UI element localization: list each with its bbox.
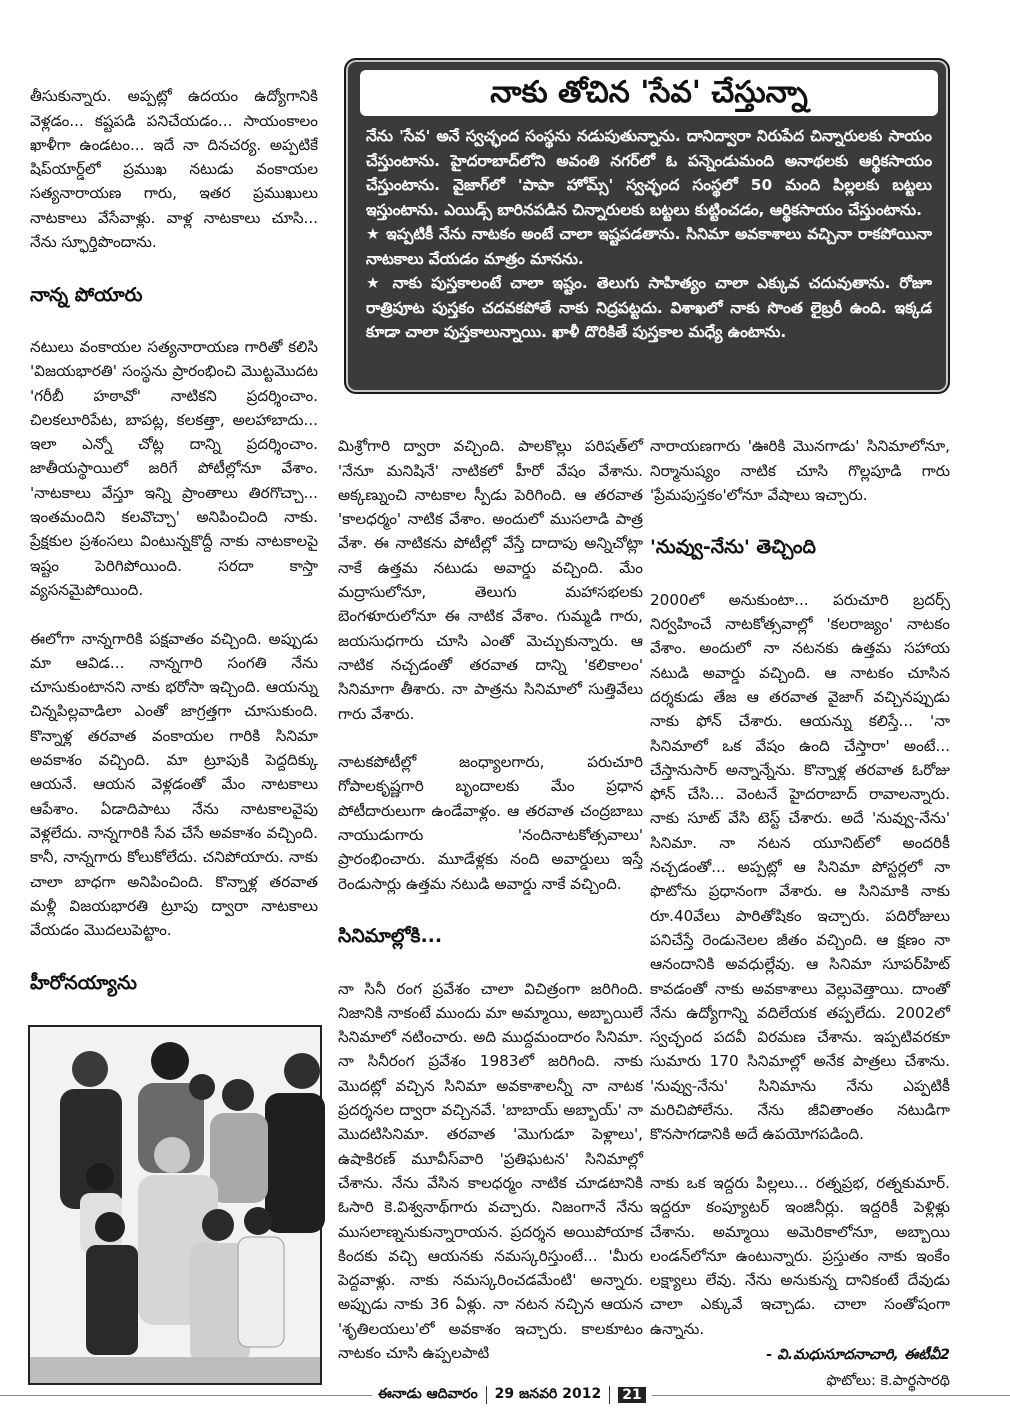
box-paragraph: ★ ఇప్పటికీ నేను నాటకం అంటే చాలా ఇష్టపడతాను. సినిమా అవకాశాలు వచ్చినా రాకపోయినా నాటకాలు వేయడం మాత్రం మానను. — [366, 225, 932, 268]
author-credit: - వి.మధుసూదనాచారి, ఈటీవీ2 — [766, 1347, 950, 1363]
section-heading: 'నువ్వు-నేను' తెచ్చింది — [650, 536, 816, 559]
article-column-1 — [30, 60, 318, 1010]
divider — [609, 1386, 610, 1404]
issue-date: 29 జనవరి 2012 — [494, 1385, 602, 1402]
page-footer — [372, 1384, 652, 1406]
box-body — [366, 124, 932, 390]
seva-sidebar-box — [344, 58, 950, 394]
paragraph: నటులు వంకాయల సత్యనారాయణ గారితో కలిసి 'విజయభారతి' సంస్థను ప్రారంభించి మొట్టమొదట 'గరీబీ హఠావో' నాటికని ప్రదర్శించాం. చిలకలూరిపేట, బాపట్ల, కలకత్తా, అలహాబాదు... ఇలా ఎన్నో చోట్ల దాన్ని ప్రదర్శించాం. జాతీయస్థాయిలో జరిగే పోటీల్లోనూ వేశాం. 'నాటకాలు వేస్తూ ఇన్ని ప్రాంతాలు తిరగొచ్చా... ఇంతమందిని కలవొచ్చా' అనిపించింది నాకు. ప్రేక్షకుల ప్రశంసలు వింటున్నకొద్దీ నాకు నాటకాలపై ఇష్టం పెరిగిపోయింది. సరదా కాస్తా వ్యసనమైపోయింది. — [30, 337, 318, 599]
page-number: 21 — [618, 1387, 645, 1403]
paragraph: మిశ్రోగారి ద్వారా వచ్చింది. పాలకొల్లు పరిషత్‌లో 'నేనూ మనిషినే' నాటికలో హీరో వేషం వేశాను. అక్కణ్నుంచి నాటకాల స్పీడు పెరిగింది. ఆ తరవాత 'కాలధర్మం' నాటిక వేశాం. అందులో ముసలాడి పాత్ర వేశా. ఈ నాటికను పోటీల్లో వేస్తే దాదాపు అన్నిచోట్లా నాకే ఉత్తమ నటుడు అవార్డు వచ్చింది. మేం మద్రాసులోనూ, తెలుగు మహాసభలకు బెంగళూరులోనూ ఈ నాటిక వేశాం. గుమ్మడి గారు, జయసుధగారు చూసి ఎంతో మెచ్చుకున్నారు. ఆ నాటిక నచ్చడంతో తరవాత దాన్ని 'కలికాలం' సినిమాగా తీశారు. నా పాత్రను సినిమాలో సుత్తివేలు గారు వేశారు. — [338, 437, 643, 723]
family-photo — [28, 1025, 322, 1385]
paragraph: నాకు ఒక ఇద్దరు పిల్లలు... రత్నప్రభ, రత్నకుమార్. ఇద్దరూ కంప్యూటర్ ఇంజినీర్లు. ఇద్దరికీ పెళ్లిళ్లు చేశాను. అమ్మాయి అమెరికాలోనూ, అబ్బాయి లండన్‌లోనూ ఉంటున్నారు. ప్రస్తుతం నాకు ఇంకేం లక్ష్యాలు లేవు. నేను అనుకున్న దానికంటే దేవుడు చాలా ఎక్కువే ఇచ్చాడు. చాలా సంతోషంగా ఉన్నాను. — [650, 1173, 950, 1338]
family-photo-icon — [30, 1027, 320, 1383]
paragraph: నాటకపోటీల్లో జంధ్యాలగారు, పరుచూరి గోపాలకృష్ణగారి బృందాలకు మేం ప్రధాన పోటీదారులుగా ఉండేవాళ్లం. ఆ తరవాత చంద్రబాబు నాయుడుగారు 'నందినాటకోత్సవాలు' ప్రారంభించారు. మూడేళ్లకు నంది అవార్డులు ఇస్తే రెండుసార్లు ఉత్తమ నటుడి అవార్డు నాకే వచ్చింది. — [338, 753, 643, 893]
paragraph: 2000లో అనుకుంటా... పరుచూరి బ్రదర్స్ నిర్వహించే నాటకోత్సవాల్లో 'కలరాజ్యం' నాటకం వేశాం. అందులో నా నటనకు ఉత్తమ సహాయ నటుడి అవార్డు వచ్చింది. ఆ నాటకం చూసిన దర్శకుడు తేజ ఆ తరవాత వైజాగ్ వచ్చినప్పుడు నాకు ఫోన్ చేశారు. ఆయన్ను కలిస్తే... 'నా సినిమాలో ఒక వేషం ఉంది చేస్తారా' అంటే... చేస్తానుసార్ అన్నాన్నేను. కొన్నాళ్ల తరవాత ఓరోజు ఫోన్ చేసి... వెంటనే హైదరాబాద్ రావాలన్నారు. నాకు సూట్ వేసి టెస్ట్ చేశారు. అదే 'నువ్వు-నేను' సినిమా. నా నటన యూనిట్‌లో అందరికీ నచ్చడంతో... అప్పట్లో ఆ సినిమా పోస్టర్లలో నా ఫొటోను ప్రధానంగా వేశారు. ఆ సినిమాకి నాకు రూ.40వేలు పారితోషికం ఇచ్చారు. పదిరోజులు పనిచేస్తే రెండునెలల జీతం వచ్చింది. ఆ క్షణం నా ఆనందానికి అవధుల్లేవు. ఆ సినిమా సూపర్‌హిట్ కావడంతో నాకు అవకాశాలు వెల్లువెత్తాయి. దాంతో నేను ఉద్యోగాన్ని వదిలేయక తప్పలేదు. 2002లో స్వచ్ఛంద పదవీ విరమణ చేశాను. ఇప్పటివరకూ సుమారు 170 సినిమాల్లో అనేక పాత్రలు చేశాను. 'నువ్వు-నేను' సినిమాను నేను ఎప్పటికీ మరిచిపోలేను. నేను జీవితాంతం నటుడిగా కొనసాగడానికి అదే ఉపయోగపడింది. — [650, 590, 950, 1144]
box-paragraph: నేను 'సేవ' అనే స్వచ్ఛంద సంస్థను నడుపుతున్నాను. దానిద్వారా నిరుపేద చిన్నారులకు సాయం చేస్తుంటాను. హైదరాబాద్‌లోని అవంతి నగర్‌లో ఓ పన్నెండుమంది అనాథలకు ఆర్థికసాయం చేస్తుంటాను. వైజాగ్‌లో 'పాపా హోమ్స్' స్వచ్ఛంద సంస్థలో 50 మంది పిల్లలకు బట్టలు ఇస్తుంటాను. ఎయిడ్స్ బారినపడిన చిన్నారులకు బట్టలు కుట్టించడం, ఆర్థికసాయం చేస్తుంటాను. — [366, 127, 932, 219]
paragraph: తీసుకున్నారు. అప్పట్లో ఉదయం ఉద్యోగానికి వెళ్లడం... కష్టపడి పనిచేయడం... సాయంకాలం ఖాళీగా ఉండటం... ఇదే నా దినచర్య. అప్పటికే షిప్‌యార్డ్‌లో ప్రముఖ నటుడు వంకాయల సత్యనారాయణ గారు, ఇతర ప్రముఖులు నాటకాలు వేసేవాళ్లు. వాళ్ల నాటకాలు చూసి... నేను స్ఫూర్తిపొందాను. — [30, 87, 318, 252]
section-heading: హీరోనయ్యాను — [30, 971, 137, 994]
publication-name: ఈనాడు ఆదివారం — [378, 1385, 478, 1402]
section-heading: సినిమాల్లోకి... — [338, 925, 443, 948]
box-paragraph: ★ నాకు పుస్తకాలంటే చాలా ఇష్టం. తెలుగు సాహిత్యం చాలా ఎక్కువ చదువుతాను. రోజూ రాత్రిపూట పుస్తకం చదవకపోతే నాకు నిద్రపట్టదు. విశాఖలో నాకు సొంత లైబ్రరీ ఉంది. ఇక్కడ కూడా చాలా పుస్తకాలున్నాయి. ఖాళీ దొరికితే పుస్తకాల మధ్యే ఉంటాను. — [366, 274, 932, 341]
paragraph: నా సినీ రంగ ప్రవేశం చాలా విచిత్రంగా జరిగింది. నిజానికి నాకంటే ముందు మా అమ్మాయి, అబ్బాయిలే సినిమాలో నటించారు. అది ముద్దమందారం సినిమా. నా సినీరంగ ప్రవేశం 1983లో జరిగింది. నాకు మొదట్లో వచ్చిన సినిమా అవకాశాలన్నీ నా నాటక ప్రదర్శనల ద్వారా వచ్చినవే. 'బాబాయ్ అబ్బాయ్' నా మొదటిసినిమా. తరవాత 'మొగుడూ పెళ్లాలు', ఉషాకిరణ్ మూవీస్‌వారి 'ప్రతిఘటన' సినిమాల్లో చేశాను. నేను వేసిన కాలధర్మం నాటిక చూడటానికి ఓసారి కె.విశ్వనాథ్‌గారు వచ్చారు. నిజంగానే నేను ముసలాణ్ననుకున్నారాయన. ప్రదర్శన అయిపోయాక కిందకు వచ్చి ఆయనకు నమస్కరిస్తుంటే... 'మీరు పెద్దవాళ్లు. నాకు నమస్కరించడమేంటి' అన్నారు. అప్పుడు నాకు 36 ఏళ్లు. నా నటన నచ్చిన ఆయన 'శృతిలయలు'లో అవకాశం ఇచ్చారు. కాలకూటం నాటకం చూసి ఉప్పలపాటి — [338, 979, 643, 1362]
photo-credit: ఫొటోలు: కె.పార్థసారథి — [826, 1373, 950, 1389]
article-column-2 — [338, 410, 643, 1390]
article-column-3 — [650, 410, 950, 1390]
divider — [486, 1386, 487, 1404]
paragraph: నారాయణగారు 'ఊరికి మొనగాడు' సినిమాలోనూ, నిర్మానుష్యం నాటిక చూసి గొల్లపూడి గారు 'ప్రేమపుస్తకం'లోనూ వేషాలు ఇచ్చారు. — [650, 437, 950, 504]
section-heading: నాన్న పోయారు — [30, 283, 143, 306]
box-title: నాకు తోచిన 'సేవ' చేస్తున్నా — [360, 70, 938, 116]
paragraph: ఈలోగా నాన్నగారికి పక్షవాతం వచ్చింది. అప్పుడు మా ఆవిడ... నాన్నగారి సంగతి నేను చూసుకుంటానని నాకు భరోసా ఇచ్చింది. ఆయన్ను చిన్నపిల్లవాడిలా ఎంతో జాగ్రత్తగా చూసుకుంది. కొన్నాళ్ల తరవాత వంకాయల గారికి సినిమా అవకాశం వచ్చింది. మా ట్రూపుకి పెద్దదిక్కు ఆయనే. ఆయన వెళ్లడంతో మేం నాటకాలు ఆపేశాం. ఏడాదిపాటు నేను నాటకాలవైపు వెళ్లలేదు. నాన్నగారికి సేవ చేసే అవకాశం వచ్చింది. కానీ, నాన్నగారు కోలుకోలేదు. చనిపోయారు. నాకు చాలా బాధగా అనిపించింది. కొన్నాళ్ల తరవాత మళ్లీ విజయభారతి ట్రూపు ద్వారా నాటకాలు వేయడం మొదలుపెట్టాం. — [30, 629, 318, 940]
